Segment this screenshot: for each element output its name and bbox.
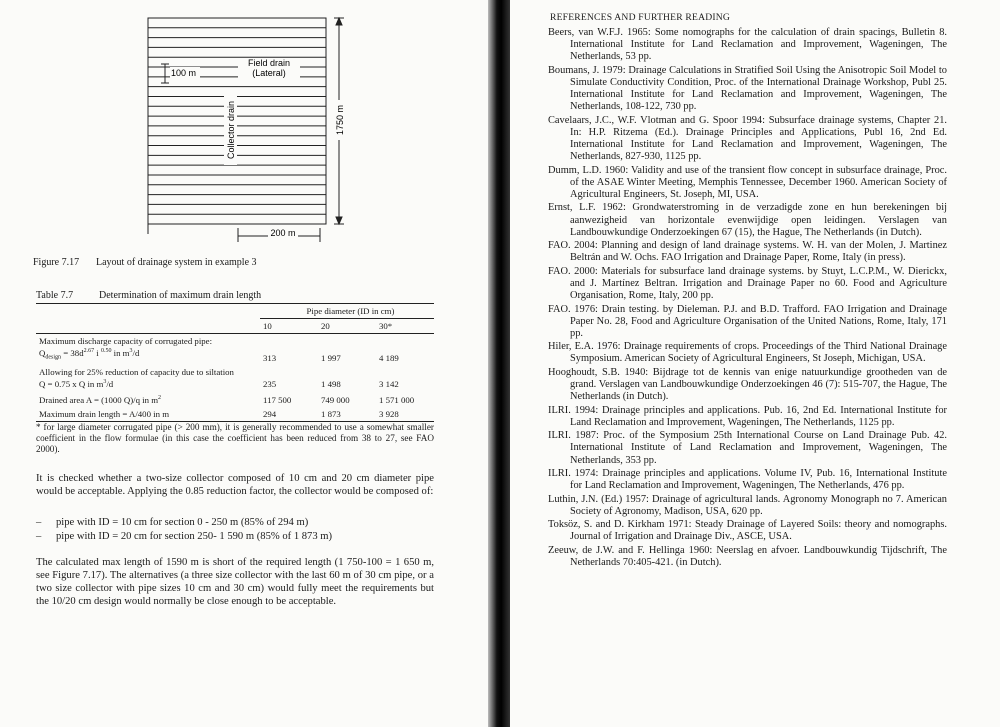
- reference-item: Hiler, E.A. 1976: Drainage requirements of crops. Proceedings of the Third National Drainage Symposium. American Society of Agricultural Engineers, St Joseph, Michigan, USA.: [548, 341, 947, 365]
- reference-item: Hooghoudt, S.B. 1940: Bijdrage tot de kennis van enige natuurkundige grootheden van de grand. Verslagen van Landbouwkundige Onderzoekingen 46 (7): 515-707, the Hague, The Netherlands (in Dutch).: [548, 366, 947, 403]
- row-label: Drained area A = (1000 Q)/q in $m^2$: [39, 394, 162, 405]
- table-row: [36, 391, 434, 407]
- figure-caption-text: Layout of drainage system in example 3: [96, 257, 257, 268]
- column-header: 30*: [376, 319, 434, 334]
- table-cell: 294: [260, 407, 318, 422]
- references-list: [548, 27, 947, 570]
- table-header-row: [36, 304, 434, 319]
- table-row: [36, 407, 434, 422]
- row-label: Maximum drain length = A/400 in m: [36, 407, 260, 422]
- reference-item: Toksöz, S. and D. Kirkham 1971: Steady Drainage of Layered Soils: theory and nomographs. Journal of Irrigation and Drainage Div., ASCE, USA.: [548, 519, 947, 543]
- table-cell: 4 189: [379, 352, 399, 363]
- table-cell: 1 498: [321, 378, 341, 389]
- bullet-item: – pipe with ID = 20 cm for section 250- 1 590 m (85% of 1 873 m): [36, 531, 333, 542]
- reference-item: FAO. 2000: Materials for subsurface land drainage systems. by Stuyt, L.C.P.M., W. Dierickx, and J. Martínez Beltran. Irrigation and Drainage Paper no 60. Food and Agriculture Organisation, Rome, Italy, 200 pp.: [548, 265, 947, 302]
- lateral-label: (Lateral): [252, 68, 286, 78]
- table-cell: 1 873: [318, 407, 376, 422]
- bullet-item: – pipe with ID = 10 cm for section 0 - 250 m (85% of 294 m): [36, 517, 309, 528]
- spacing-label: 100 m: [171, 68, 197, 78]
- table-number: Table 7.7: [36, 290, 74, 301]
- reference-item: ILRI. 1994: Drainage principles and applications. Pub. 16, 2nd Ed. International Institute for Land Reclamation and Improvement, Wageningen, The Netherlands, 1125 pp.: [548, 404, 947, 428]
- width-label: 200 m: [270, 228, 296, 238]
- collector-drain-label: Collector drain: [226, 100, 236, 160]
- reference-item: Cavelaars, J.C., W.F. Vlotman and G. Spoor 1994: Subsurface drainage systems, Chapter 21. In: H.P. Ritzema (Ed.). Drainage Principles and Applications, Publ 16, 2nd Ed. International Institute for Land Reclamation and Improvement, Wageningen, The Netherlands, 827-930, 1125 pp.: [548, 114, 947, 163]
- table-row: [36, 334, 434, 365]
- table-row: [36, 365, 434, 391]
- table-cell: 749 000: [321, 394, 350, 405]
- column-header: 10: [260, 319, 318, 334]
- drain-length-table: [36, 303, 434, 422]
- reference-item: Zeeuw, de J.W. and F. Hellinga 1960: Neerslag en afvoer. Landbouwkundig Tijdschrift, The Netherlands 70:405-421. (in Dutch).: [548, 544, 947, 569]
- table-cell: 313: [263, 352, 277, 363]
- length-label: 1750 m: [335, 104, 345, 136]
- reference-item: Luthin, J.N. (Ed.) 1957: Drainage of agricultural lands. Agronomy Monograph no 7. American Society of Agronomy, Madison, USA, 620 pp.: [548, 493, 947, 517]
- table-cell: 1 571 000: [379, 394, 415, 405]
- bullet-text: pipe with ID = 10 cm for section 0 - 250 m (85% of 294 m): [56, 517, 309, 528]
- reference-item: ILRI. 1987: Proc. of the Symposium 25th International Course on Land Drainage Pub. 42. International Institute of Land Reclamation and Improvement, Wageningen, The Netherlands, 353 pp.: [548, 430, 947, 466]
- column-header: 20: [318, 319, 376, 334]
- bullet-text: pipe with ID = 20 cm for section 250- 1 590 m (85% of 1 873 m): [56, 531, 333, 542]
- reference-item: Dumm, L.D. 1960: Validity and use of the transient flow concept in subsurface drainage, Proc. of the ASAE Winter Meeting, Memphis Tennessee, December 1960. American Society of Agricultural Engineers, St. Joseph, MI, USA.: [548, 164, 947, 200]
- table-caption: [36, 290, 261, 301]
- row-label: Maximum discharge capacity of corrugated pipe: $Q_{design} = 38d^{2.67}$ i $^{0.50}$ in $m^3/d$: [39, 336, 213, 361]
- body-paragraph: The calculated max length of 1590 m is short of the required length (1 750-100 = 1 650 m, see Figure 7.17). The alternatives (a three size collector with the last 60 m of 30 cm pipe, or a two size collector with pipe sizes 10 cm and 30 cm) would fully meet the requirements but the 10/20 cm design would normally be close enough to be acceptable.: [36, 557, 434, 607]
- group-header: Pipe diameter (ID in cm): [260, 304, 434, 319]
- reference-item: FAO. 2004: Planning and design of land drainage systems. W. H. van der Molen, J. Martinez Beltrán and W. Ochs. FAO Irrigation and Drainage Paper, Rome, Italy (in press).: [548, 240, 947, 264]
- book-gutter: [488, 0, 510, 727]
- reference-item: Beers, van W.F.J. 1965: Some nomographs for the calculation of drain spacings, Bulletin 8. International Institute for Land Reclamation and Improvement, Wageningen, The Netherlands, 53 pp.: [548, 27, 947, 63]
- figure-number: Figure 7.17: [33, 257, 80, 268]
- table-caption-text: Determination of maximum drain length: [99, 290, 262, 301]
- body-paragraph: It is checked whether a two-size collector composed of 10 cm and 20 cm diameter pipe would be acceptable. Applying the 0.85 reduction factor, the collector would be composed of:: [36, 473, 434, 497]
- row-label: Allowing for 25% reduction of capacity due to siltation Q = 0.75 x Q in $m^3/d$: [39, 366, 234, 389]
- reference-item: ILRI. 1974: Drainage principles and applications. Volume IV, Pub. 16, International Institute for Land Reclamation and Improvement, Wageningen, The Netherlands, 476 pp.: [548, 468, 947, 492]
- references-title: REFERENCES AND FURTHER READING: [550, 12, 730, 23]
- table-cell: 235: [263, 378, 277, 389]
- reference-item: FAO. 1976: Drain testing. by Dieleman. P.J. and B.D. Trafford. FAO Irrigation and Drainage Paper No. 28, Food and Agriculture Organisation of the United Nations, Rome, Italy, 171 pp.: [548, 303, 947, 339]
- table-cell: 117 500: [263, 394, 292, 405]
- table-cell: 3 142: [379, 378, 399, 389]
- table-cell: 3 928: [376, 407, 434, 422]
- table-column-row: [36, 319, 434, 334]
- field-drain-label: Field drain: [247, 58, 291, 68]
- figure-caption: [33, 257, 257, 268]
- drainage-layout-figure: [0, 0, 488, 250]
- reference-item: Boumans, J. 1979: Drainage Calculations in Stratified Soil Using the Anisotropic Soil Model to Simulate Conductivity Condition, Proc. of the International Drainage Workshop, Publ 25. International Institute for Land Reclamation and Improvement, Wageningen, The Netherlands, 108-122, 730 pp.: [548, 64, 947, 113]
- reference-item: Ernst, L.F. 1962: Grondwaterstroming in de verzadigde zone en hun berekeningen bij aanwezigheid van horizontale evenwijdige open leidingen. Verslagen van Landbouwkundige Onderzoekingen 67 (15), the Hague, The Netherlands (in Dutch).: [548, 202, 947, 238]
- table-footnote: * for large diameter corrugated pipe (> 200 mm), it is generally recommended to use a somewhat smaller coefficient in the flow formulae (in this case the coefficient has been reduced from 38 to 27, see FAO 2000).: [36, 422, 434, 454]
- table-cell: 1 997: [321, 352, 341, 363]
